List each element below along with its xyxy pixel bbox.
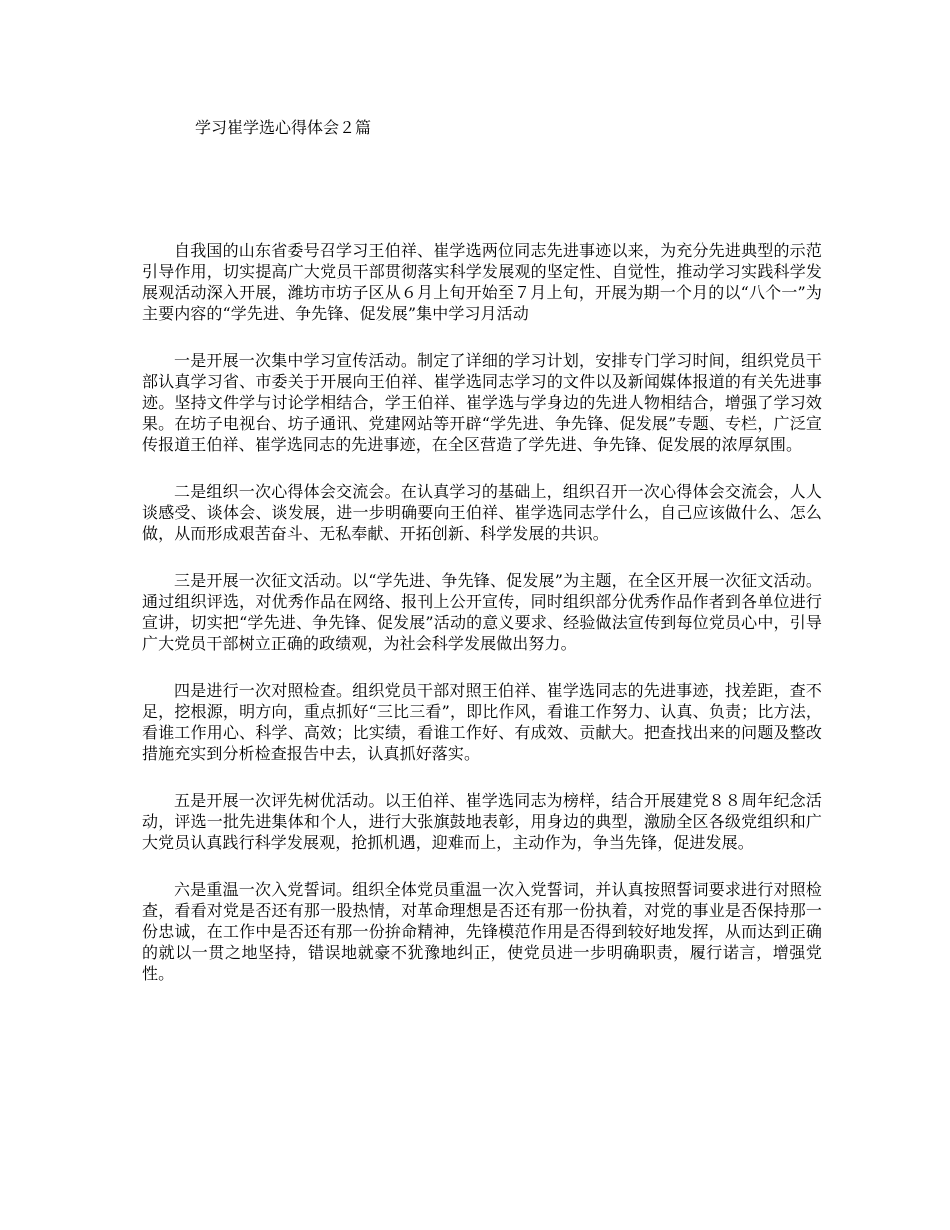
paragraph-item-3: 三是开展一次征文活动。以“学先进、争先锋、促发展”为主题，在全区开展一次征文活动。通过组织评选，对优秀作品在网络、报刊上公开宣传，同时组织部分优秀作品作者到各单位进行宣讲，切实把“学先进、争先锋、促发展”活动的意义要求、经验做法宣传到每位党员心中，引导广大党员干部树立正确的政绩观，为社会科学发展做出努力。	[142, 571, 822, 653]
paragraph-intro: 自我国的山东省委号召学习王伯祥、崔学选两位同志先进事迹以来，为充分先进典型的示范引导作用，切实提高广大党员干部贯彻落实科学发展观的坚定性、自觉性，推动学习实践科学发展观活动深入开展，潍坊市坊子区从６月上旬开始至７月上旬，开展为期一个月的以“八个一”为主要内容的“学先进、争先锋、促发展”集中学习月活动	[142, 241, 822, 323]
paragraph-item-5: 五是开展一次评先树优活动。以王伯祥、崔学选同志为榜样，结合开展建党８８周年纪念活动，评选一批先进集体和个人，进行大张旗鼓地表彰，用身边的典型，激励全区各级党组织和广大党员认真践行科学发展观，抢抓机遇，迎难而上，主动作为，争当先锋，促进发展。	[142, 791, 822, 852]
paragraph-item-1: 一是开展一次集中学习宣传活动。制定了详细的学习计划，安排专门学习时间，组织党员干部认真学习省、市委关于开展向王伯祥、崔学选同志学习的文件以及新闻媒体报道的有关先进事迹。坚持文件学与讨论学相结合，学王伯祥、崔学选与学身边的先进人物相结合，增强了学习效果。在坊子电视台、坊子通讯、党建网站等开辟“学先进、争先锋、促发展”专题、专栏，广泛宣传报道王伯祥、崔学选同志的先进事迹，在全区营造了学先进、争先锋、促发展的浓厚氛围。	[142, 351, 822, 454]
document-body	[142, 240, 822, 1010]
paragraph-item-6: 六是重温一次入党誓词。组织全体党员重温一次入党誓词，并认真按照誓词要求进行对照检查，看看对党是否还有那一股热情，对革命理想是否还有那一份执着，对党的事业是否保持那一份忠诚，在工作中是否还有那一份拚命精神，先锋模范作用是否得到较好地发挥，从而达到正确的就以一贯之地坚持，错误地就豪不犹豫地纠正，使党员进一步明确职责，履行诺言，增强党性。	[142, 880, 822, 983]
document-title: 学习崔学选心得体会２篇	[195, 118, 372, 137]
paragraph-item-2: 二是组织一次心得体会交流会。在认真学习的基础上，组织召开一次心得体会交流会，人人谈感受、谈体会、谈发展，进一步明确要向王伯祥、崔学选同志学什么，自己应该做什么、怎么做，从而形成艰苦奋斗、无私奉献、开拓创新、科学发展的共识。	[142, 482, 822, 543]
paragraph-item-4: 四是进行一次对照检查。组织党员干部对照王伯祥、崔学选同志的先进事迹，找差距，查不足，挖根源，明方向，重点抓好“三比三看”，即比作风，看谁工作努力、认真、负责；比方法，看谁工作用心、科学、高效；比实绩，看谁工作好、有成效、贡献大。把查找出来的问题及整改措施充实到分析检查报告中去，认真抓好落实。	[142, 681, 822, 763]
